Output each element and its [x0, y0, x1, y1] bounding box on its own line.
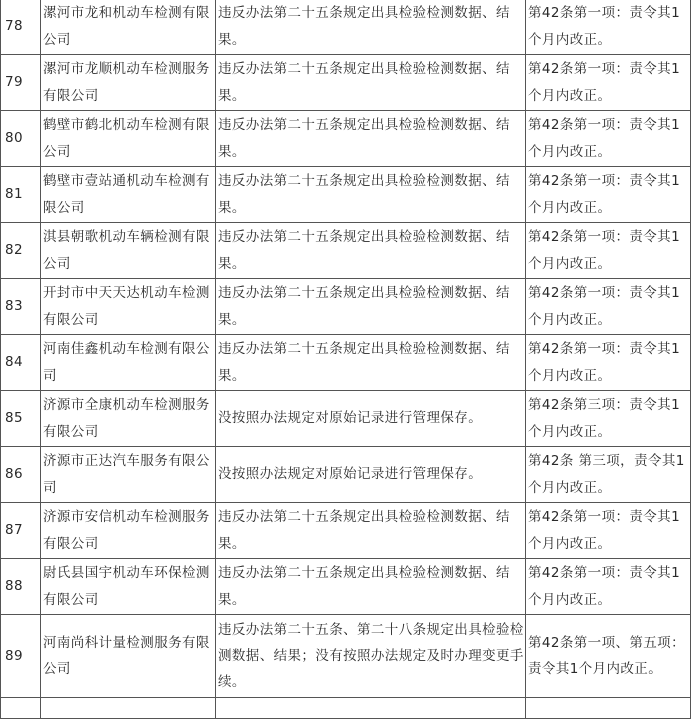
- table-row: [1, 167, 691, 223]
- penalty-text: 第42条第一项：责令其1个月内改正。: [526, 279, 691, 335]
- table-row: [1, 503, 691, 559]
- violation-text: 违反办法第二十五条规定出具检验检测数据、结果。: [216, 503, 526, 559]
- penalty-text: 第42条第一项：责令其1个月内改正。: [526, 0, 691, 55]
- table-row: [1, 55, 691, 111]
- penalty-text: 第42条第三项：责令其1个月内改正。: [526, 391, 691, 447]
- row-number: 81: [1, 167, 41, 223]
- empty-cell: [1, 698, 41, 719]
- empty-cell: [41, 698, 216, 719]
- organization-name: 济源市安信机动车检测服务有限公司: [41, 503, 216, 559]
- penalty-text: 第42条第一项：责令其1个月内改正。: [526, 223, 691, 279]
- violation-text: 违反办法第二十五条规定出具检验检测数据、结果。: [216, 111, 526, 167]
- organization-name: 济源市正达汽车服务有限公司: [41, 447, 216, 503]
- row-number: 88: [1, 559, 41, 615]
- organization-name: 漯河市龙顺机动车检测服务有限公司: [41, 55, 216, 111]
- row-number: 83: [1, 279, 41, 335]
- row-number: 87: [1, 503, 41, 559]
- row-number: 79: [1, 55, 41, 111]
- table-row: [1, 615, 691, 698]
- violation-text: 违反办法第二十五条规定出具检验检测数据、结果。: [216, 559, 526, 615]
- empty-cell: [216, 698, 526, 719]
- row-number: 89: [1, 615, 41, 698]
- table-row: [1, 447, 691, 503]
- violation-text: 违反办法第二十五条规定出具检验检测数据、结果。: [216, 55, 526, 111]
- table-row: [1, 698, 691, 719]
- organization-name: 鹤壁市鹤北机动车检测有限公司: [41, 111, 216, 167]
- organization-name: 鹤壁市壹站通机动车检测有限公司: [41, 167, 216, 223]
- organization-name: 尉氏县国宇机动车环保检测有限公司: [41, 559, 216, 615]
- row-number: 86: [1, 447, 41, 503]
- organization-name: 开封市中天天达机动车检测有限公司: [41, 279, 216, 335]
- organization-name: 河南佳鑫机动车检测有限公司: [41, 335, 216, 391]
- row-number: 80: [1, 111, 41, 167]
- violation-text: 违反办法第二十五条、第二十八条规定出具检验检测数据、结果；没有按照办法规定及时办理变更手续。: [216, 615, 526, 698]
- table-row: [1, 111, 691, 167]
- organization-name: 漯河市龙和机动车检测有限公司: [41, 0, 216, 55]
- penalty-text: 第42条第一项：责令其1个月内改正。: [526, 503, 691, 559]
- row-number: 85: [1, 391, 41, 447]
- penalty-text: 第42条第一项：责令其1个月内改正。: [526, 335, 691, 391]
- penalty-text: 第42条第一项：责令其1个月内改正。: [526, 55, 691, 111]
- table-row: [1, 223, 691, 279]
- penalty-text: 第42条 第三项，责令其1个月内改正。: [526, 447, 691, 503]
- table-row: [1, 0, 691, 55]
- violation-text: 违反办法第二十五条规定出具检验检测数据、结果。: [216, 223, 526, 279]
- table-row: [1, 335, 691, 391]
- violation-text: 违反办法第二十五条规定出具检验检测数据、结果。: [216, 0, 526, 55]
- violation-text: 违反办法第二十五条规定出具检验检测数据、结果。: [216, 279, 526, 335]
- row-number: 82: [1, 223, 41, 279]
- penalty-text: 第42条第一项：责令其1个月内改正。: [526, 559, 691, 615]
- violation-text: 没按照办法规定对原始记录进行管理保存。: [216, 391, 526, 447]
- table-row: [1, 279, 691, 335]
- empty-cell: [526, 698, 691, 719]
- organization-name: 淇县朝歌机动车辆检测有限公司: [41, 223, 216, 279]
- organization-name: 河南尚科计量检测服务有限公司: [41, 615, 216, 698]
- violation-text: 没按照办法规定对原始记录进行管理保存。: [216, 447, 526, 503]
- row-number: 78: [1, 0, 41, 55]
- violation-text: 违反办法第二十五条规定出具检验检测数据、结果。: [216, 335, 526, 391]
- table-row: [1, 391, 691, 447]
- table-row: [1, 559, 691, 615]
- row-number: 84: [1, 335, 41, 391]
- penalty-text: 第42条第一项：责令其1个月内改正。: [526, 111, 691, 167]
- organization-name: 济源市全康机动车检测服务有限公司: [41, 391, 216, 447]
- penalty-text: 第42条第一项：责令其1个月内改正。: [526, 167, 691, 223]
- penalty-text: 第42条第一项、第五项：责令其1个月内改正。: [526, 615, 691, 698]
- violation-text: 违反办法第二十五条规定出具检验检测数据、结果。: [216, 167, 526, 223]
